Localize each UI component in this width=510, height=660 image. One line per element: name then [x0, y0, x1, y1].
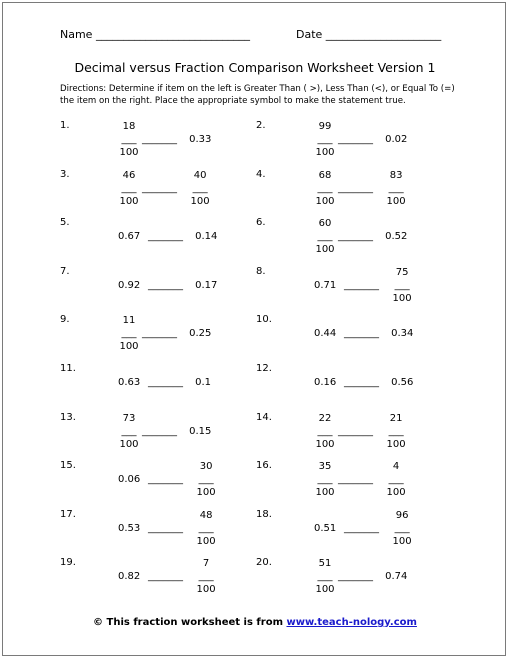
fraction-bar: ___ [121, 134, 137, 145]
fraction-bar: ___ [198, 571, 214, 583]
date-field-line: Date _____________________ [296, 28, 442, 41]
question-item [256, 217, 456, 257]
denominator: 100 [196, 535, 216, 547]
question-number: 10. [256, 314, 272, 326]
numerator: 51 [318, 558, 332, 570]
fraction-bar: ___ [317, 231, 333, 243]
question-number: 6. [256, 217, 266, 229]
left-decimal: 0.16 [314, 377, 337, 388]
answer-blank[interactable]: _______ [148, 377, 183, 388]
numerator: 60 [318, 218, 332, 230]
question-number: 17. [60, 508, 76, 520]
left-decimal: 0.51 [314, 522, 337, 534]
fraction-bar: ___ [394, 279, 410, 291]
directions-text: Directions: Determine if item on the left is Greater Than ( >), Less Than (<), or Equal To (=) the item on the right. Place the appropriate symbol to make the statement true. [60, 84, 455, 106]
left-decimal: 0.92 [118, 279, 141, 291]
numerator: 22 [318, 412, 332, 424]
right-fraction [189, 169, 211, 208]
question-item [60, 120, 260, 160]
numerator: 99 [318, 121, 332, 132]
worksheet-title: Decimal versus Fraction Comparison Worksheet Version 1 [74, 60, 436, 75]
denominator: 100 [315, 438, 335, 450]
answer-blank[interactable]: _______ [338, 571, 373, 583]
denominator: 100 [196, 487, 216, 499]
question-number: 20. [256, 557, 272, 569]
question-number: 14. [256, 411, 272, 423]
name-field-line: Name ____________________________ [60, 28, 250, 41]
answer-blank[interactable]: _______ [148, 474, 183, 486]
numerator: 30 [199, 461, 213, 473]
numerator: 11 [122, 315, 136, 327]
fraction-bar: ___ [317, 425, 333, 437]
denominator: 100 [119, 438, 139, 450]
left-decimal: 0.82 [118, 571, 141, 583]
question-number: 11. [60, 363, 76, 374]
question-number: 1. [60, 120, 70, 131]
left-fraction [118, 412, 140, 451]
answer-blank[interactable]: _______ [142, 425, 177, 437]
answer-blank[interactable]: _______ [338, 182, 373, 194]
numerator: 68 [318, 169, 332, 181]
question-number: 18. [256, 508, 272, 520]
answer-blank[interactable]: _______ [142, 328, 177, 340]
fraction-bar: ___ [317, 474, 333, 486]
fraction-bar: ___ [317, 134, 333, 145]
denominator: 100 [119, 147, 139, 158]
denominator: 100 [315, 487, 335, 499]
question-item [256, 460, 456, 500]
right-decimal: 0.34 [391, 328, 414, 340]
question-item [256, 314, 456, 354]
left-decimal: 0.67 [118, 231, 141, 243]
question-item [256, 509, 456, 549]
question-item [60, 314, 260, 354]
left-fraction [314, 169, 336, 208]
denominator: 100 [315, 584, 335, 596]
question-item [60, 363, 260, 403]
footer-credit [0, 617, 510, 628]
fraction-bar: ___ [121, 182, 137, 194]
question-item [60, 412, 260, 452]
question-item [256, 120, 456, 160]
answer-blank[interactable]: _______ [338, 425, 373, 437]
footer-prefix: © This fraction worksheet is from [93, 617, 287, 628]
left-fraction [118, 169, 140, 208]
fraction-bar: ___ [388, 474, 404, 486]
answer-blank[interactable]: _______ [344, 377, 379, 388]
question-number: 12. [256, 363, 272, 374]
fraction-bar: ___ [388, 425, 404, 437]
question-number: 8. [256, 265, 266, 277]
numerator: 18 [122, 121, 136, 132]
right-fraction [385, 169, 407, 208]
right-fraction [385, 460, 407, 499]
right-decimal: 0.25 [189, 328, 212, 340]
question-number: 5. [60, 217, 70, 229]
right-decimal: 0.14 [195, 231, 218, 243]
answer-blank[interactable]: _______ [338, 474, 373, 486]
numerator: 35 [318, 461, 332, 473]
denominator: 100 [392, 292, 412, 304]
answer-blank[interactable]: _______ [338, 134, 373, 145]
question-item [60, 266, 260, 306]
question-number: 2. [256, 120, 266, 131]
left-decimal: 0.06 [118, 474, 141, 486]
left-fraction [314, 217, 336, 256]
answer-blank[interactable]: _______ [148, 571, 183, 583]
fraction-bar: ___ [317, 571, 333, 583]
question-item [256, 363, 456, 403]
denominator: 100 [386, 487, 406, 499]
numerator: 75 [395, 266, 409, 278]
answer-blank[interactable]: _______ [344, 328, 379, 340]
fraction-bar: ___ [388, 182, 404, 194]
denominator: 100 [119, 195, 139, 207]
right-fraction [391, 509, 413, 548]
denominator: 100 [196, 584, 216, 596]
question-number: 7. [60, 265, 70, 277]
footer-link[interactable]: www.teach-nology.com [286, 617, 417, 628]
right-decimal: 0.52 [385, 231, 408, 243]
question-number: 13. [60, 411, 76, 423]
answer-blank[interactable]: _______ [148, 522, 183, 534]
right-decimal: 0.1 [195, 377, 211, 388]
right-fraction [385, 412, 407, 451]
left-fraction [314, 120, 336, 159]
denominator: 100 [386, 195, 406, 207]
question-number: 3. [60, 168, 70, 180]
fraction-bar: ___ [317, 182, 333, 194]
denominator: 100 [315, 147, 335, 158]
right-fraction [391, 266, 413, 305]
left-decimal: 0.63 [118, 377, 141, 388]
fraction-bar: ___ [394, 522, 410, 534]
answer-blank[interactable]: _______ [148, 279, 183, 291]
fraction-bar: ___ [121, 425, 137, 437]
numerator: 73 [122, 412, 136, 424]
right-decimal: 0.74 [385, 571, 408, 583]
right-decimal: 0.15 [189, 425, 212, 437]
denominator: 100 [315, 244, 335, 256]
question-item [60, 509, 260, 549]
question-item [60, 557, 260, 597]
left-fraction [314, 460, 336, 499]
answer-blank[interactable]: _______ [344, 279, 379, 291]
answer-blank[interactable]: _______ [148, 231, 183, 243]
answer-blank[interactable]: _______ [338, 231, 373, 243]
right-fraction [195, 460, 217, 499]
numerator: 46 [122, 169, 136, 181]
right-decimal: 0.33 [189, 134, 212, 145]
numerator: 4 [392, 461, 400, 473]
left-fraction [118, 314, 140, 353]
numerator: 96 [395, 509, 409, 521]
answer-blank[interactable]: _______ [344, 522, 379, 534]
question-number: 9. [60, 314, 70, 326]
denominator: 100 [119, 341, 139, 353]
question-number: 15. [60, 460, 76, 472]
left-decimal: 0.44 [314, 328, 337, 340]
left-fraction [314, 412, 336, 451]
question-number: 19. [60, 557, 76, 569]
question-item [256, 169, 456, 209]
right-decimal: 0.17 [195, 279, 218, 291]
numerator: 21 [389, 412, 403, 424]
answer-blank[interactable]: _______ [142, 182, 177, 194]
numerator: 7 [202, 558, 210, 570]
numerator: 40 [193, 169, 207, 181]
denominator: 100 [315, 195, 335, 207]
numerator: 48 [199, 509, 213, 521]
denominator: 100 [392, 535, 412, 547]
denominator: 100 [190, 195, 210, 207]
question-number: 16. [256, 460, 272, 472]
left-fraction [314, 557, 336, 596]
fraction-bar: ___ [192, 182, 208, 194]
right-decimal: 0.56 [391, 377, 414, 388]
question-item [256, 557, 456, 597]
denominator: 100 [386, 438, 406, 450]
left-decimal: 0.53 [118, 522, 141, 534]
question-item [256, 266, 456, 306]
left-decimal: 0.71 [314, 279, 337, 291]
answer-blank[interactable]: _______ [142, 134, 177, 145]
fraction-bar: ___ [198, 474, 214, 486]
question-item [256, 412, 456, 452]
question-item [60, 460, 260, 500]
question-item [60, 217, 260, 257]
question-number: 4. [256, 168, 266, 180]
right-decimal: 0.02 [385, 134, 408, 145]
right-fraction [195, 509, 217, 548]
right-fraction [195, 557, 217, 596]
numerator: 83 [389, 169, 403, 181]
fraction-bar: ___ [121, 328, 137, 340]
left-fraction [118, 120, 140, 159]
fraction-bar: ___ [198, 522, 214, 534]
question-item [60, 169, 260, 209]
